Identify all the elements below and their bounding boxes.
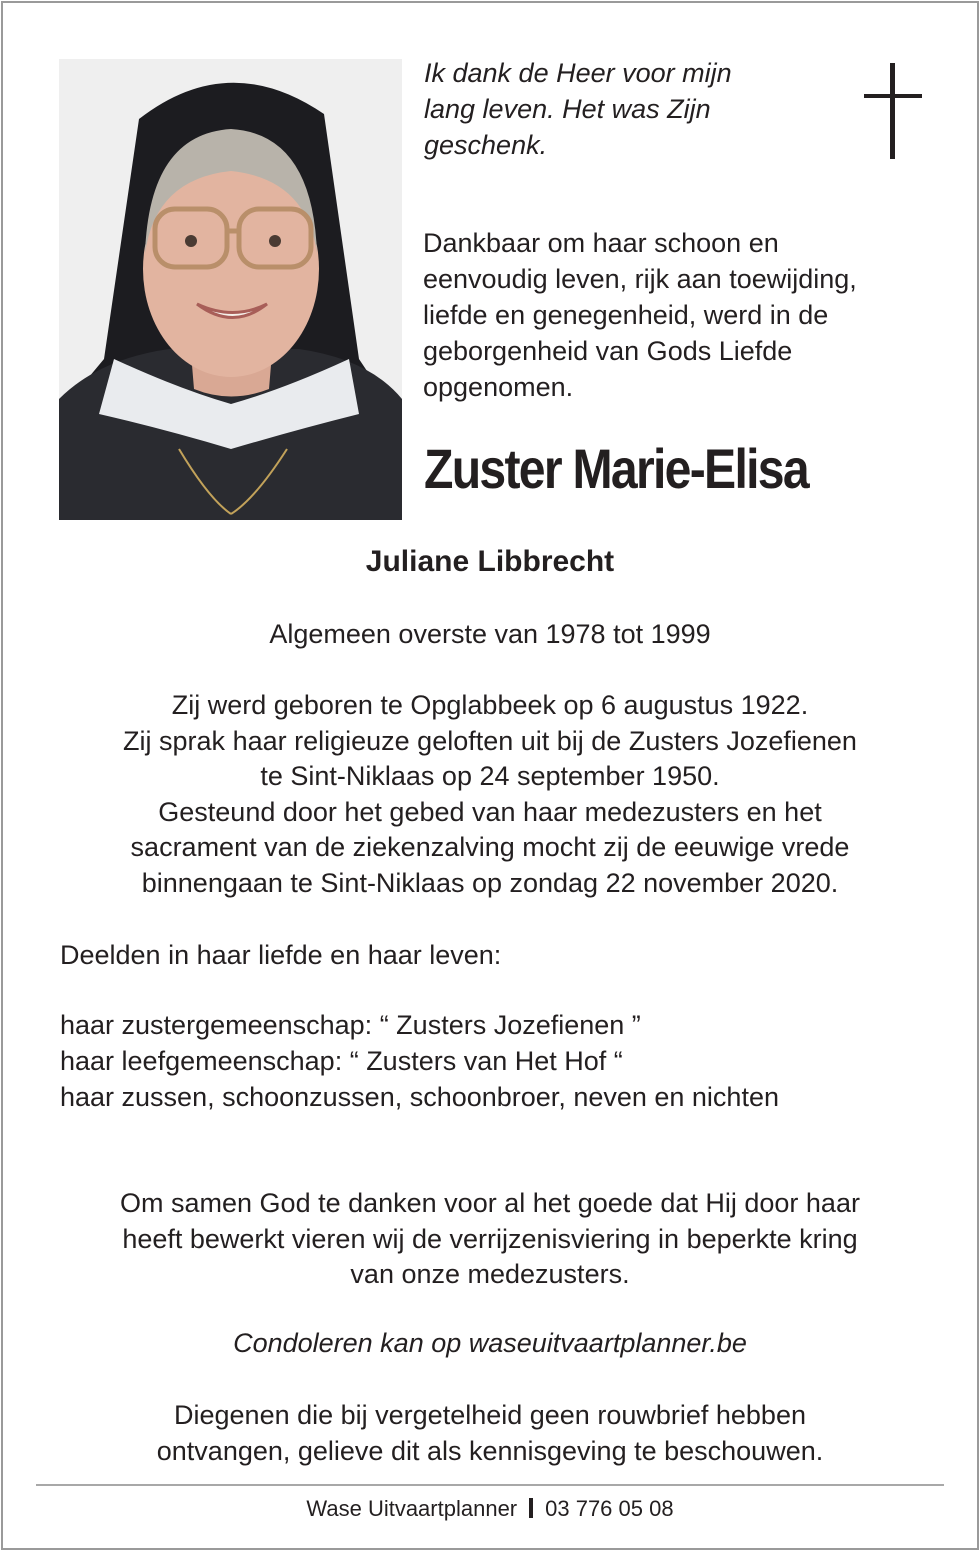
quote-line: lang leven. Het was Zijn	[424, 94, 711, 124]
mourners-heading-text: Deelden in haar liefde en haar leven:	[60, 940, 502, 970]
mourner-line: haar zussen, schoonzussen, schoonbroer, neven en nichten	[60, 1082, 779, 1112]
mourner-line: haar zustergemeenschap: “ Zusters Jozefienen ”	[60, 1010, 641, 1040]
footer-separator	[529, 1498, 533, 1518]
intro-line: eenvoudig leven, rijk aan toewijding,	[423, 264, 857, 294]
biography-line: Gesteund door het gebed van haar medezusters en het	[158, 796, 822, 827]
footer-phone: 03 776 05 08	[545, 1496, 674, 1521]
quote-line: geschenk.	[424, 130, 548, 160]
biography-line: binnengaan te Sint-Niklaas op zondag 22 november 2020.	[141, 867, 839, 898]
intro-line: geborgenheid van Gods Liefde	[423, 336, 793, 366]
condolence-line: Condoleren kan op waseuitvaartplanner.be	[233, 1328, 747, 1358]
biography-line: sacrament van de ziekenzalving mocht zij de eeuwige vrede	[130, 832, 850, 862]
mourners-heading	[60, 937, 501, 973]
civil-name: Juliane Libbrecht	[365, 545, 615, 578]
mourner-line: haar leefgemeenschap: “ Zusters van Het Hof “	[60, 1046, 623, 1076]
mourners-list	[60, 1007, 779, 1115]
biography-line: Zij sprak haar religieuze geloften uit bij de Zusters Jozefienen	[123, 725, 857, 756]
notice-line: Diegenen die bij vergetelheid geen rouwbrief hebben	[174, 1400, 806, 1430]
biography	[0, 688, 980, 901]
role-text	[0, 617, 980, 653]
condolence-text	[0, 1326, 980, 1362]
notice-line: ontvangen, gelieve dit als kennisgeving te beschouwen.	[156, 1435, 824, 1466]
cross-icon	[864, 63, 922, 159]
footer-divider	[36, 1484, 944, 1486]
biography-line: Zij werd geboren te Opglabbeek op 6 augustus 1922.	[171, 690, 809, 720]
ceremony-text	[0, 1186, 980, 1293]
intro-line: liefde en genegenheid, werd in de	[423, 300, 829, 330]
quote-line: Ik dank de Heer voor mijn	[424, 58, 732, 88]
biography-line: te Sint-Niklaas op 24 september 1950.	[260, 761, 720, 791]
scripture-quote	[424, 55, 824, 163]
role-line: Algemeen overste van 1978 tot 1999	[269, 619, 711, 649]
intro-line: opgenomen.	[423, 372, 574, 402]
footer	[0, 1494, 980, 1524]
footer-company: Wase Uitvaartplanner	[306, 1496, 518, 1521]
deceased-name: Zuster Marie-Elisa	[424, 437, 808, 500]
ceremony-line: Om samen God te danken voor al het goede dat Hij door haar	[120, 1188, 860, 1218]
ceremony-line: heeft bewerkt vieren wij de verrijzenisviering in beperkte kring	[122, 1223, 858, 1254]
portrait-photo	[59, 59, 402, 520]
intro-text	[423, 225, 943, 405]
notice-text	[0, 1398, 980, 1469]
intro-line: Dankbaar om haar schoon en	[423, 228, 779, 258]
ceremony-line: van onze medezusters.	[350, 1259, 630, 1289]
